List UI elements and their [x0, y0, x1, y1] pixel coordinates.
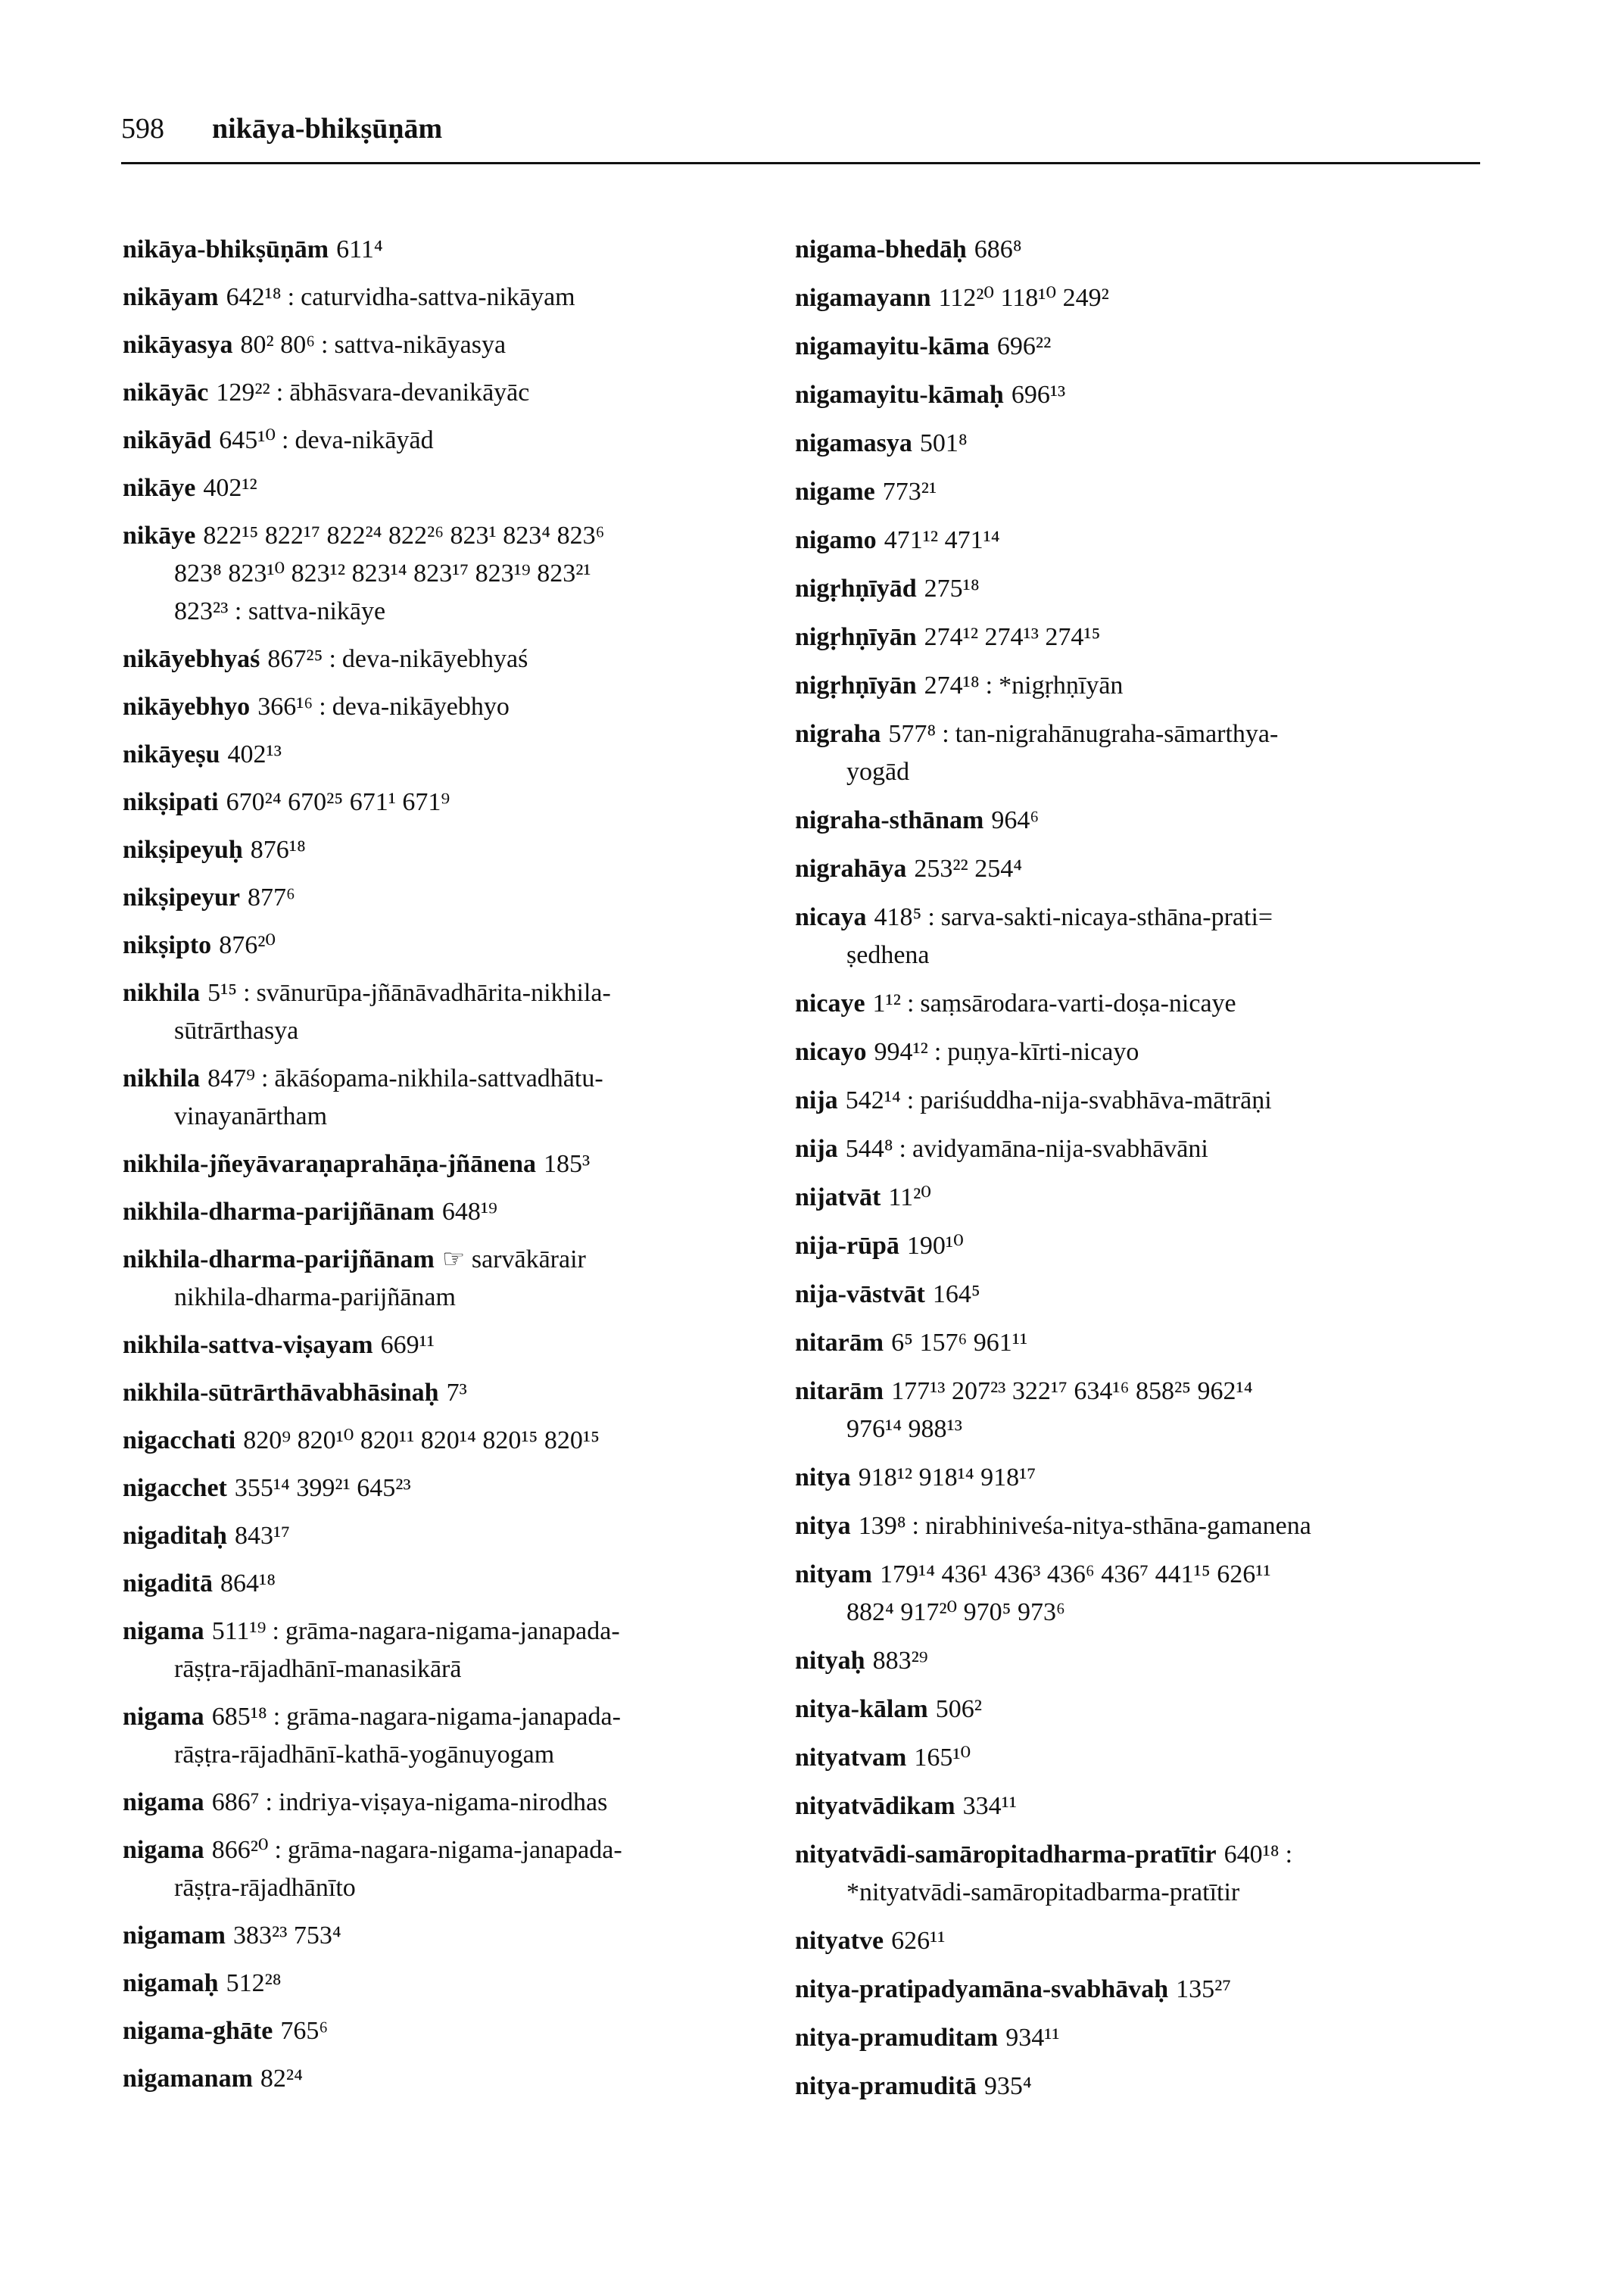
index-entry: [123, 1374, 804, 1412]
gloss: grāma-nagara-nigama-janapada-: [286, 1703, 621, 1731]
headword: nija-vāstvāt: [795, 1280, 925, 1308]
index-entry: [795, 1556, 1476, 1632]
gloss: puṇya-kīrti-nicayo: [947, 1038, 1139, 1066]
headword: nigamaḥ: [123, 1969, 219, 1997]
page-references: 512²⁸: [226, 1969, 282, 1997]
page-references: 876¹⁸: [250, 836, 306, 864]
index-entry: [123, 1145, 804, 1183]
colon-separator: :: [985, 672, 993, 700]
continuation-line: yogād: [846, 758, 910, 786]
headword: nikhila-sūtrārthāvabhāsinaḥ: [123, 1379, 439, 1407]
headword: nija: [795, 1135, 838, 1163]
page-references: 822¹⁵ 822¹⁷ 822²⁴ 822²⁶ 823¹ 823⁴ 823⁶: [203, 522, 605, 550]
page-references: 820⁹ 820¹⁰ 820¹¹ 820¹⁴ 820¹⁵ 820¹⁵: [243, 1426, 600, 1454]
index-entry: [795, 1642, 1476, 1680]
index-entry: [123, 784, 804, 821]
headword: nigṛhṇīyād: [795, 575, 917, 603]
headword: nikāye: [123, 522, 196, 550]
index-entry: [795, 1179, 1476, 1217]
page-references: 275¹⁸: [924, 575, 980, 603]
index-entry: [795, 1276, 1476, 1314]
page-references: 648¹⁹: [441, 1198, 497, 1226]
colon-separator: :: [260, 1064, 269, 1092]
index-entry: [795, 231, 1476, 269]
headword: nigama: [123, 1836, 204, 1864]
index-entry: [123, 1831, 804, 1907]
headword: nijatvāt: [795, 1183, 881, 1211]
page-references: 542¹⁴: [845, 1086, 901, 1114]
headword: nigrahāya: [795, 855, 907, 883]
gloss: sattva-nikāyasya: [334, 331, 507, 359]
page-references: 877⁶: [247, 884, 295, 912]
index-entry: [123, 2012, 804, 2050]
index-entry: [795, 2068, 1476, 2105]
headword: nikhila-sattva-viṣayam: [123, 1331, 373, 1359]
page-references: 5¹⁵: [207, 979, 238, 1007]
page-references: 645¹⁰: [219, 426, 276, 454]
index-entry: [123, 1060, 804, 1136]
index-entry: [795, 1033, 1476, 1071]
page-references: 506²: [935, 1695, 982, 1723]
index-entry: [123, 641, 804, 678]
page-references: 847⁹: [207, 1064, 255, 1092]
colon-separator: :: [942, 720, 949, 748]
headword: nityatvādi-samāropitadharma-pratītir: [795, 1840, 1217, 1869]
index-entry: [795, 1130, 1476, 1168]
page-references: 670²⁴ 670²⁵ 671¹ 671⁹: [226, 788, 450, 816]
gloss: saṃsārodara-varti-doṣa-nicaye: [920, 990, 1236, 1018]
headword: nigame: [795, 478, 875, 506]
page-references: 82²⁴: [260, 2065, 303, 2093]
index-entry: [795, 1788, 1476, 1825]
headword: nitya: [795, 1463, 851, 1491]
index-entry: [123, 1326, 804, 1364]
page-references: 696²²: [996, 332, 1052, 360]
headword: nigṛhṇīyān: [795, 623, 917, 651]
index-entry: [123, 1241, 804, 1317]
page-references: 511¹⁹: [211, 1617, 267, 1645]
page-references: 1¹²: [872, 990, 901, 1018]
index-entry: [123, 517, 804, 631]
headword: nigacchet: [123, 1474, 227, 1502]
page-references: 165¹⁰: [914, 1744, 971, 1772]
page-references: 883²⁹: [872, 1647, 928, 1675]
page-references: 611⁴: [336, 235, 383, 263]
headword: nikāyād: [123, 426, 212, 454]
page-references: 177¹³ 207²³ 322¹⁷ 634¹⁶ 858²⁵ 962¹⁴: [891, 1377, 1253, 1405]
headword: nigamanam: [123, 2065, 253, 2093]
continuation-line: 823⁸ 823¹⁰ 823¹² 823¹⁴ 823¹⁷ 823¹⁹ 823²¹: [174, 559, 591, 588]
colon-separator: :: [273, 1703, 281, 1731]
index-entry: [123, 831, 804, 869]
index-entry: [123, 374, 804, 412]
headword: nikāyebhyo: [123, 693, 251, 721]
headword: nikṣipeyuḥ: [123, 836, 243, 864]
headword: nicayo: [795, 1038, 867, 1066]
continuation-line: sūtrārthasya: [174, 1017, 299, 1045]
gloss: *nigṛhṇīyān: [999, 672, 1124, 700]
index-entry: [123, 736, 804, 774]
colon-separator: :: [906, 990, 915, 1018]
headword: nikāyam: [123, 283, 219, 311]
headword: nigacchati: [123, 1426, 236, 1454]
headword: nigaditaḥ: [123, 1522, 227, 1550]
page-references: 366¹⁶: [257, 693, 313, 721]
colon-separator: :: [272, 1617, 279, 1645]
gloss: nirabhiniveśa-nitya-sthāna-gamanena: [925, 1512, 1311, 1540]
index-entry: [795, 570, 1476, 608]
index-entry: [795, 1922, 1476, 1960]
index-entry: [123, 1565, 804, 1603]
colon-separator: :: [319, 693, 326, 721]
colon-separator: :: [265, 1788, 273, 1816]
headword: nikhila: [123, 1064, 201, 1092]
headword: nikhila-jñeyāvaraṇaprahāṇa-jñānena: [123, 1150, 536, 1178]
page-references: 765⁶: [280, 2017, 329, 2045]
headword: nigamo: [795, 526, 877, 554]
index-entry: [123, 1784, 804, 1822]
headword: nitya-pramuditam: [795, 2024, 999, 2052]
headword: nityam: [795, 1560, 872, 1588]
page-references: 129²²: [216, 379, 270, 407]
headword: nigraha: [795, 720, 881, 748]
page-references: 626¹¹: [891, 1927, 946, 1955]
colon-separator: :: [282, 426, 289, 454]
headword: nikhila-dharma-parijñānam: [123, 1245, 435, 1273]
index-entry: [795, 1507, 1476, 1545]
headword: nikāyeṣu: [123, 740, 220, 768]
colon-separator: :: [329, 645, 336, 673]
headword: nigamayitu-kāma: [795, 332, 990, 360]
gloss: grāma-nagara-nigama-janapada-: [287, 1836, 622, 1864]
continuation-line: 823²³ : sattva-nikāye: [174, 597, 386, 625]
index-entry: [795, 850, 1476, 888]
headword: nigaditā: [123, 1569, 214, 1597]
index-entry: [795, 1459, 1476, 1497]
index-entry: [123, 279, 804, 316]
gloss: ābhāsvara-devanikāyāc: [289, 379, 530, 407]
right-column: [795, 231, 1476, 2116]
gloss: svānurūpa-jñānāvadhārita-nikhila-: [256, 979, 611, 1007]
page-references: 577⁸: [888, 720, 937, 748]
headword: nikāyebhyaś: [123, 645, 260, 673]
gloss: sarva-sakti-nicaya-sthāna-prati=: [940, 903, 1273, 931]
page-references: 934¹¹: [1005, 2024, 1060, 2052]
colon-separator: :: [274, 1836, 282, 1864]
headword: nigamasya: [795, 429, 912, 457]
headword: nicaya: [795, 903, 867, 931]
colon-separator: :: [927, 903, 935, 931]
headword: nityatvādikam: [795, 1792, 955, 1820]
headword: nitarām: [795, 1329, 884, 1357]
gloss: deva-nikāyād: [295, 426, 434, 454]
page-references: 918¹² 918¹⁴ 918¹⁷: [858, 1463, 1036, 1491]
index-entry: [795, 473, 1476, 511]
continuation-line: 976¹⁴ 988¹³: [846, 1415, 962, 1443]
index-entry: [123, 1422, 804, 1460]
gloss: indriya-viṣaya-nigama-nirodhas: [279, 1788, 608, 1816]
index-entry: [795, 619, 1476, 656]
index-entry: [123, 469, 804, 507]
page-references: 418⁵: [874, 903, 922, 931]
index-entry: [795, 802, 1476, 840]
headword: nikhila-dharma-parijñānam: [123, 1198, 435, 1226]
headword: nitarām: [795, 1377, 884, 1405]
index-entry: [795, 1324, 1476, 1362]
headword: nitya-pramuditā: [795, 2072, 977, 2100]
colon-separator: :: [934, 1038, 942, 1066]
headword: nikāyāc: [123, 379, 209, 407]
headword: nicaye: [795, 990, 865, 1018]
page-references: 696¹³: [1011, 381, 1066, 409]
index-entry: [123, 1917, 804, 1955]
page-references: 274¹² 274¹³ 274¹⁵: [924, 623, 1101, 651]
index-entry: [123, 927, 804, 965]
page-references: 876²⁰: [219, 931, 276, 959]
colon-separator: :: [321, 331, 329, 359]
page-references: 355¹⁴ 399²¹ 645²³: [234, 1474, 411, 1502]
index-entry: [123, 974, 804, 1050]
colon-separator: :: [906, 1086, 915, 1114]
page-references: 640¹⁸: [1223, 1840, 1280, 1869]
index-entry: [123, 1470, 804, 1507]
page-references: 383²³ 753⁴: [233, 1922, 341, 1950]
index-entry: [123, 326, 804, 364]
page-references: 685¹⁸: [211, 1703, 267, 1731]
index-entry: [795, 1373, 1476, 1448]
gloss: deva-nikāyebhyo: [332, 693, 510, 721]
page-references: 471¹² 471¹⁴: [884, 526, 1000, 554]
headword: nigraha-sthānam: [795, 806, 984, 834]
header-rule: [121, 162, 1480, 164]
continuation-line: *nityatvādi-samāropitadbarma-pratītir: [846, 1878, 1240, 1906]
page-number: 598: [121, 113, 164, 145]
colon-separator: :: [899, 1135, 906, 1163]
page-references: 135²⁷: [1176, 1975, 1232, 2003]
headword: nitya: [795, 1512, 851, 1540]
colon-separator: :: [287, 283, 295, 311]
page-references: 164⁵: [932, 1280, 980, 1308]
colon-separator: :: [243, 979, 251, 1007]
colon-separator: :: [912, 1512, 919, 1540]
index-entry: [795, 1227, 1476, 1265]
continuation-line: 882⁴ 917²⁰ 970⁵ 973⁶: [846, 1598, 1065, 1626]
page-references: 773²¹: [882, 478, 937, 506]
page-references: 6⁵ 157⁶ 961¹¹: [891, 1329, 1028, 1357]
gloss: pariśuddha-nija-svabhāva-mātrāṇi: [920, 1086, 1272, 1114]
page-references: 11²⁰: [888, 1183, 931, 1211]
index-entry: [795, 425, 1476, 463]
page-references: 866²⁰: [211, 1836, 269, 1864]
headword: nigama-ghāte: [123, 2017, 273, 2045]
headword: nigamayitu-kāmaḥ: [795, 381, 1004, 409]
index-entry: [123, 1193, 804, 1231]
headword: nikāya-bhikṣūṇām: [123, 235, 329, 263]
page-references: 544⁸: [845, 1135, 893, 1163]
index-entry: [123, 1698, 804, 1774]
index-entry: [795, 985, 1476, 1023]
gloss: deva-nikāyebhyaś: [341, 645, 528, 673]
page-references: 669¹¹: [380, 1331, 435, 1359]
page-references: 402¹²: [203, 474, 257, 502]
page-references: 139⁸: [858, 1512, 906, 1540]
headword: nikhila: [123, 979, 201, 1007]
page-references: 964⁶: [991, 806, 1040, 834]
page-references: 402¹³: [227, 740, 282, 768]
headword: nityatve: [795, 1927, 884, 1955]
page-references: 867²⁵: [267, 645, 323, 673]
colon-separator: :: [276, 379, 284, 407]
page-references: ☞ sarvākārair: [441, 1245, 586, 1273]
index-entry: [123, 879, 804, 917]
continuation-line: vinayanārtham: [174, 1102, 328, 1130]
left-column: [123, 231, 804, 2108]
headword: nija-rūpā: [795, 1232, 899, 1260]
page-references: 185³: [544, 1150, 591, 1178]
headword: nigama-bhedāḥ: [795, 235, 967, 263]
index-entry: [795, 1739, 1476, 1777]
index-entry: [795, 2019, 1476, 2057]
page-references: 864¹⁸: [220, 1569, 276, 1597]
page-references: 686⁸: [974, 235, 1022, 263]
page-references: 501⁸: [919, 429, 968, 457]
gloss: ākāśopama-nikhila-sattvadhātu-: [274, 1064, 603, 1092]
gloss: caturvidha-sattva-nikāyam: [301, 283, 575, 311]
headword: nityatvam: [795, 1744, 907, 1772]
index-entry: [795, 376, 1476, 414]
index-entry: [795, 1836, 1476, 1912]
headword: nigama: [123, 1703, 204, 1731]
index-entry: [123, 688, 804, 726]
page-references: 642¹⁸: [226, 283, 282, 311]
index-entry: [123, 1965, 804, 2003]
index-entry: [795, 328, 1476, 366]
index-entry: [123, 2060, 804, 2098]
headword: nigama: [123, 1617, 204, 1645]
headword: nigṛhṇīyān: [795, 672, 917, 700]
page-header: [121, 112, 1484, 165]
index-entry: [123, 422, 804, 460]
headword: nikṣipto: [123, 931, 212, 959]
index-entry: [795, 1971, 1476, 2009]
page-references: 112²⁰ 118¹⁰ 249²: [938, 284, 1109, 312]
page-references: 80² 80⁶: [240, 331, 316, 359]
gloss: grāma-nagara-nigama-janapada-: [285, 1617, 620, 1645]
gloss: avidyamāna-nija-svabhāvāni: [912, 1135, 1208, 1163]
page-references: 190¹⁰: [906, 1232, 964, 1260]
index-entry: [123, 231, 804, 269]
index-entry: [123, 1517, 804, 1555]
headword: nigamam: [123, 1922, 226, 1950]
index-entry: [795, 522, 1476, 559]
headword: nigamayann: [795, 284, 931, 312]
headword: nikṣipeyur: [123, 884, 240, 912]
index-entry: [123, 1613, 804, 1688]
continuation-line: rāṣṭra-rājadhānī-kathā-yogānuyogam: [174, 1741, 555, 1769]
colon-separator: :: [1285, 1840, 1293, 1869]
page-references: 179¹⁴ 436¹ 436³ 436⁶ 436⁷ 441¹⁵ 626¹¹: [880, 1560, 1271, 1588]
headword: nitya-kālam: [795, 1695, 928, 1723]
index-entry: [795, 1691, 1476, 1728]
continuation-line: rāṣṭra-rājadhānī-manasikārā: [174, 1655, 462, 1683]
headword: nija: [795, 1086, 838, 1114]
headword: nikṣipati: [123, 788, 219, 816]
page-references: 274¹⁸: [924, 672, 980, 700]
continuation-line: ṣedhena: [846, 941, 930, 969]
gloss: tan-nigrahānugraha-sāmarthya-: [955, 720, 1279, 748]
headword: nitya-pratipadyamāna-svabhāvaḥ: [795, 1975, 1169, 2003]
page-references: 334¹¹: [962, 1792, 1017, 1820]
index-entry: [795, 715, 1476, 791]
index-entry: [795, 667, 1476, 705]
headword: nikāye: [123, 474, 196, 502]
continuation-line: rāṣṭra-rājadhānīto: [174, 1874, 356, 1902]
index-entry: [795, 279, 1476, 317]
page-references: 686⁷: [211, 1788, 260, 1816]
headword: nityaḥ: [795, 1647, 865, 1675]
page-references: 7³: [446, 1379, 467, 1407]
headword: nigama: [123, 1788, 204, 1816]
page-references: 843¹⁷: [234, 1522, 290, 1550]
headword: nikāyasya: [123, 331, 233, 359]
index-entry: [795, 899, 1476, 974]
page-references: 935⁴: [983, 2072, 1032, 2100]
page-references: 253²² 254⁴: [914, 855, 1023, 883]
index-entry: [795, 1082, 1476, 1120]
page-references: 994¹²: [874, 1038, 928, 1066]
continuation-line: nikhila-dharma-parijñānam: [174, 1283, 456, 1311]
running-title: nikāya-bhikṣūṇām: [212, 113, 443, 145]
